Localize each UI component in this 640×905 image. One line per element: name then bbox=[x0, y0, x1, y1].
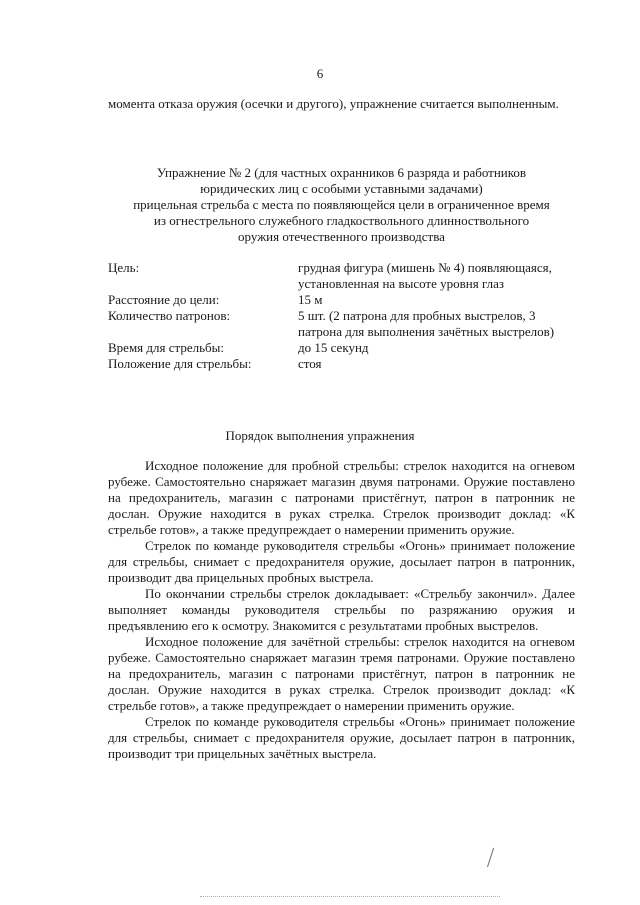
exercise-header-line: из огнестрельного служебного гладкоствольного длинноствольного bbox=[153, 213, 530, 228]
exercise-header-line: прицельная стрельба с места по появляющейся цели в ограниченное время bbox=[133, 197, 550, 212]
procedure-body bbox=[108, 458, 575, 762]
procedure-paragraph: По окончании стрельбы стрелок докладывает: «Стрельбу закончил». Далее выполняет команды руководителя стрельбы по разряжанию оружия и предъявлению его к осмотру. Знакомится с результатами пробных выстрелов. bbox=[108, 586, 575, 633]
intro-paragraph: момента отказа оружия (осечки и другого), упражнение считается выполненным. bbox=[108, 96, 559, 111]
exercise-header bbox=[108, 165, 575, 245]
param-row-position bbox=[108, 356, 575, 372]
scan-mark bbox=[487, 848, 498, 869]
param-row-cartridges bbox=[108, 308, 575, 340]
procedure-paragraph: Стрелок по команде руководителя стрельбы «Огонь» принимает положение для стрельбы, снимает с предохранителя оружие, досылает патрон в патронник, производит два прицельных пробных выстрела. bbox=[108, 538, 575, 585]
param-label: Расстояние до цели: bbox=[108, 292, 220, 307]
param-value: 15 м bbox=[298, 292, 323, 307]
exercise-parameters bbox=[108, 260, 575, 372]
param-value: до 15 секунд bbox=[298, 340, 369, 355]
param-row-target bbox=[108, 260, 575, 292]
procedure-paragraph: Исходное положение для зачётной стрельбы: стрелок находится на огневом рубеже. Самостоятельно снаряжает магазин тремя патронами. Оружие поставлено на предохранитель, магазин с патронами пристёгнут, патрон в патронник не дослан. Оружие находится в руках стрелка. Стрелок производит доклад: «К стрельбе готов», а также предупреждает о намерении применить оружие. bbox=[108, 634, 575, 713]
param-row-distance bbox=[108, 292, 575, 308]
param-label: Количество патронов: bbox=[108, 308, 231, 323]
procedure-paragraph: Стрелок по команде руководителя стрельбы «Огонь» принимает положение для стрельбы, снимает с предохранителя оружие, досылает патрон в патронник, производит три прицельных зачётных выстрела. bbox=[108, 714, 575, 761]
param-value: грудная фигура (мишень № 4) появляющаяся, установленная на высоте уровня глаз bbox=[298, 260, 552, 291]
procedure-title: Порядок выполнения упражнения bbox=[225, 428, 415, 443]
param-label: Время для стрельбы: bbox=[108, 340, 224, 355]
param-row-time bbox=[108, 340, 575, 356]
exercise-header-line: оружия отечественного производства bbox=[238, 229, 445, 244]
param-label: Положение для стрельбы: bbox=[108, 356, 252, 371]
scan-bottom-edge bbox=[200, 896, 500, 897]
param-value: стоя bbox=[298, 356, 322, 371]
exercise-header-line: юридических лиц с особыми уставными задачами) bbox=[200, 181, 483, 196]
page-number: 6 bbox=[316, 66, 324, 81]
param-value: 5 шт. (2 патрона для пробных выстрелов, 3 патрона для выполнения зачётных выстрелов) bbox=[298, 308, 555, 339]
exercise-header-line: Упражнение № 2 (для частных охранников 6 разряда и работников bbox=[156, 165, 527, 180]
param-label: Цель: bbox=[108, 260, 140, 275]
procedure-paragraph: Исходное положение для пробной стрельбы: стрелок находится на огневом рубеже. Самостоятельно снаряжает магазин двумя патронами. Оружие поставлено на предохранитель, магазин с патронами пристёгнут, патрон в патронник не дослан. Оружие находится в руках стрелка. Стрелок производит доклад: «К стрельбе готов», а также предупреждает о намерении применить оружие. bbox=[108, 458, 575, 537]
